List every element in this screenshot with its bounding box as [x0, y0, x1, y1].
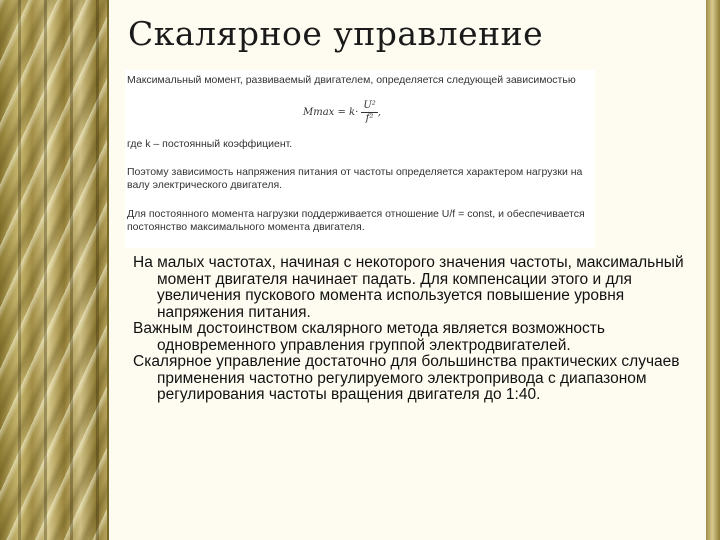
band-stripe [96, 0, 99, 540]
band-stripe [18, 0, 21, 540]
main-text [133, 255, 703, 404]
decorative-left-band [0, 0, 107, 540]
formula-fraction [361, 100, 377, 125]
scanned-text-block [125, 70, 595, 248]
slide-title: Скалярное управление [128, 14, 544, 53]
band-stripe [70, 0, 73, 540]
decorative-right-band [706, 0, 720, 540]
scan-paragraph-3: Поэтому зависимость напряжения питания от частоты определяется характером нагрузки на валу электрического двигателя. [127, 166, 583, 191]
scan-paragraph-1: Максимальный момент, развиваемый двигателем, определяется следующей зависимостью [127, 74, 576, 86]
scan-paragraph-4: Для постоянного момента нагрузки поддерживается отношение U/f = const, и обеспечивается постоянство максимального момента двигателя. [127, 208, 585, 233]
torque-formula [303, 100, 381, 125]
main-paragraph-2: Важным достоинством скалярного метода является возможность одновременного управления группой электродвигателей. [133, 320, 605, 354]
main-paragraph-1: На малых частотах, начиная с некоторого значения частоты, максимальный момент двигателя начинает падать. Для компенсации этого и для увеличения пускового момента используется повышение уровня напряжения питания. [133, 254, 684, 321]
band-divider [107, 0, 109, 540]
formula-lhs: Mmax = k· [303, 107, 359, 118]
formula-tail: , [377, 107, 381, 118]
formula-numerator: U² [363, 100, 376, 111]
main-paragraph-3: Скалярное управление достаточно для большинства практических случаев применения частотно регулируемого электропривода с диапазоном регулирования частоты вращения двигателя до 1:40. [133, 353, 680, 403]
band-stripe [44, 0, 47, 540]
scan-paragraph-2: где k – постоянный коэффициент. [127, 138, 293, 150]
formula-denominator: f² [365, 113, 374, 124]
